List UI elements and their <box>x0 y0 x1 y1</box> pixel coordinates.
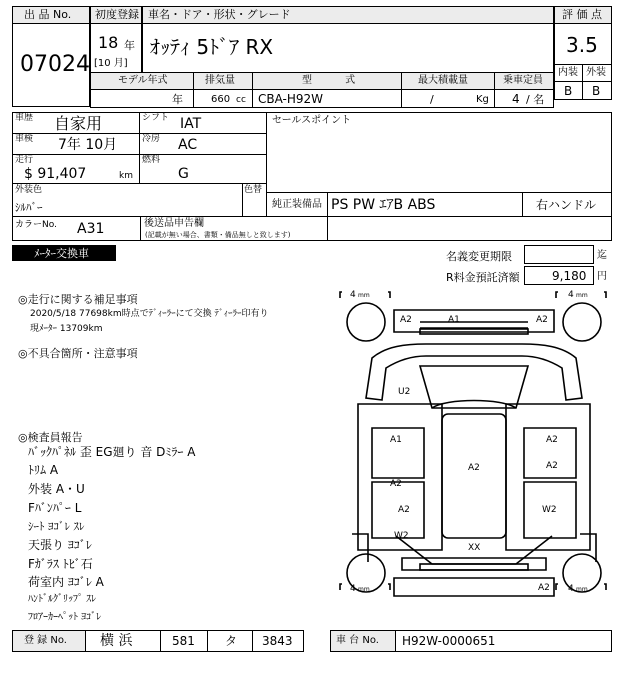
mark-rear-right-wheel: A2 <box>538 583 550 593</box>
car-damage-diagram <box>336 288 612 610</box>
mark-right-rear-panel: W2 <box>542 505 557 515</box>
interior-grade: B <box>564 84 573 98</box>
inspector-line: ﾊﾞｯｸﾊﾟﾈﾙ 歪 EG廻り 音 Dﾐﾗｰ A <box>28 445 196 459</box>
driving-notes-line1: 2020/5/18 77698km時点でﾃﾞｨｰﾗｰにて交換 ﾃﾞｨｰﾗｰ印有り <box>30 309 269 319</box>
post-declaration-label: 後送品申告欄 <box>144 218 204 229</box>
ac-value: AC <box>178 137 198 153</box>
inspection-value: 7年 10月 <box>58 137 118 153</box>
recycle-unit: 円 <box>597 271 607 282</box>
tire-unit-fr: mm <box>576 292 588 299</box>
shift-label: シフト <box>142 113 170 123</box>
color-no-label: カラーNo. <box>15 220 57 230</box>
mark-front-center: A1 <box>448 315 460 325</box>
tire-label-rl: 4 <box>350 584 356 594</box>
inspector-line: ﾄﾘﾑ A <box>28 463 59 477</box>
tire-front-left <box>347 303 385 341</box>
roof-outline <box>442 414 506 538</box>
color-no-value: A31 <box>77 221 105 237</box>
lot-number-label: 出 品 No. <box>24 8 72 21</box>
name-change-value-cell <box>524 245 594 264</box>
inspector-line: 荷室内 ﾖｺﾞﾚ A <box>28 575 104 589</box>
tire-unit-rr: mm <box>576 586 588 593</box>
displacement-unit: cc <box>236 95 246 105</box>
max-load-unit: Kg <box>476 94 489 105</box>
driving-notes-line2: 現ﾒｰﾀｰ 13709km <box>30 324 103 334</box>
mark-left-rear-panel: W2 <box>394 531 409 541</box>
mark-rear-glass: XX <box>468 543 481 553</box>
recycle-value: 9,180 <box>552 269 587 283</box>
reg-number: 3843 <box>262 634 293 648</box>
mark-left-rear-door: A2 <box>390 479 402 489</box>
mark-left-rear: A2 <box>398 505 410 515</box>
tire-unit-fl: mm <box>358 292 370 299</box>
recycle-label: R料金預託済額 <box>446 271 520 284</box>
history-value: 自家用 <box>54 114 103 133</box>
reg-area: 横 浜 <box>100 633 133 649</box>
color-label: 外装色 <box>15 185 43 195</box>
max-load-label: 最大積載量 <box>418 75 468 86</box>
chassis-number: H92W-0000651 <box>402 634 496 648</box>
mark-roof: A2 <box>468 463 480 473</box>
shift-value: IAT <box>180 116 202 132</box>
capacity-value: 4 <box>512 92 520 106</box>
mileage-unit: km <box>119 171 133 181</box>
model-year-label: モデル年式 <box>118 75 168 86</box>
displacement-label: 排気量 <box>205 75 235 86</box>
inspector-line: 外装 A・U <box>28 482 85 496</box>
mark-left-front-door: A1 <box>390 435 402 445</box>
post-declaration-note: (記載が無い場合、書類・備品無しと致します) <box>145 231 291 239</box>
model-code-label: 型 式 <box>302 75 356 86</box>
first-reg-year: 18 <box>98 33 119 52</box>
fuel-value: G <box>178 166 189 182</box>
meter-replaced-text: ﾒｰﾀｰ交換車 <box>34 247 89 260</box>
sales-point-label: セールスポイント <box>272 115 352 126</box>
car-name: ｵｯﾃｨ 5ﾄﾞｱ RX <box>150 35 274 59</box>
left-side-outline <box>358 404 442 550</box>
reg-kana: タ <box>225 634 238 648</box>
chassis-label: 車 台 No. <box>336 635 379 646</box>
inspector-line: Fﾊﾞﾝﾊﾟｰ L <box>28 501 82 515</box>
color-cell <box>12 183 243 217</box>
reg-class: 581 <box>172 634 195 648</box>
capacity-unit: / 名 <box>526 93 545 106</box>
inspector-line: Fｶﾞﾗｽ ﾄﾋﾞ石 <box>28 557 93 571</box>
overall-score: 3.5 <box>566 33 598 57</box>
model-year-value: 年 <box>172 93 183 106</box>
displacement-value: 660 <box>211 94 231 105</box>
right-side-outline <box>506 404 590 550</box>
exterior-label: 外装 <box>586 67 606 78</box>
color-change-label: 色替 <box>244 185 263 195</box>
history-label: 車歴 <box>15 113 34 123</box>
ac-label: 冷房 <box>142 134 161 144</box>
interior-label: 内装 <box>558 67 578 78</box>
mileage-value: $ 91,407 <box>24 166 87 182</box>
name-change-unit: 迄 <box>597 250 607 261</box>
fuel-label: 燃料 <box>142 155 161 165</box>
tire-label-rr: 4 <box>568 584 574 594</box>
handle-value: 右ハンドル <box>536 198 597 212</box>
inspector-line: ﾊﾝﾄﾞﾙｸﾞﾘｯﾌﾟ ｽﾚ <box>28 594 97 605</box>
mileage-label: 走行 <box>15 155 34 165</box>
inspector-line: ﾌﾛｱｰｶｰﾍﾟｯﾄ ﾖｺﾞﾚ <box>28 612 102 623</box>
tire-label-fr: 4 <box>568 290 574 300</box>
exterior-grade: B <box>592 84 601 98</box>
tire-unit-rl: mm <box>358 586 370 593</box>
mark-hood: U2 <box>398 387 411 397</box>
first-reg-year-unit: 年 <box>124 39 135 52</box>
mark-right-rear-door: A2 <box>546 461 558 471</box>
defects-title: ◎不具合箇所・注意事項 <box>18 347 138 360</box>
inspector-report-title: ◎検査員報告 <box>18 431 83 444</box>
tire-label-fl: 4 <box>350 290 356 300</box>
mark-front-right: A2 <box>536 315 548 325</box>
tire-front-right <box>563 303 601 341</box>
max-load-value: / <box>430 93 434 106</box>
lot-number: 07024 <box>20 52 90 77</box>
inspector-line: ｼｰﾄ ﾖｺﾞﾚ ｽﾚ <box>28 520 85 533</box>
capacity-label: 乗車定員 <box>503 75 543 86</box>
equipment-value: PS PW ｴｱB ABS <box>331 197 436 213</box>
model-code: CBA-H92W <box>258 92 324 106</box>
equipment-label: 純正装備品 <box>272 199 322 210</box>
first-reg-label: 初度登録 <box>95 8 139 21</box>
color-value: ｼﾙﾊﾞｰ <box>15 201 43 214</box>
car-name-label: 車名・ドア・形状・グレード <box>148 8 291 21</box>
name-change-label: 名義変更期限 <box>446 250 512 263</box>
post-declaration-value-cell <box>327 216 612 241</box>
inspection-label: 車検 <box>15 134 34 144</box>
first-reg-month: [10 月] <box>94 58 128 69</box>
rear-bumper-shape <box>394 578 554 596</box>
reg-label: 登 録 No. <box>24 635 67 646</box>
score-label: 評 価 点 <box>562 8 602 21</box>
mark-right-front-door: A2 <box>546 435 558 445</box>
driving-notes-title: ◎走行に関する補足事項 <box>18 293 138 306</box>
mark-front-left: A2 <box>400 315 412 325</box>
inspector-line: 天張り ﾖｺﾞﾚ <box>28 538 92 552</box>
